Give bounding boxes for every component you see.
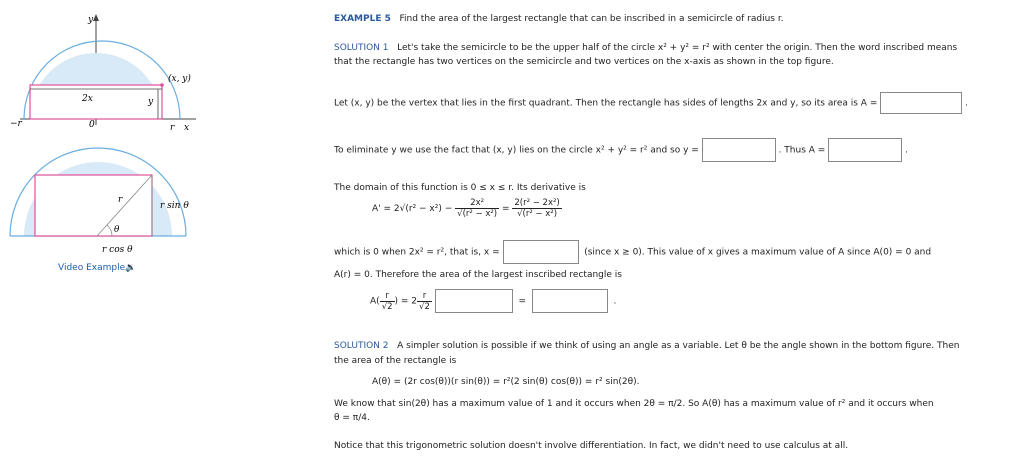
sol2-text1: A simpler solution is possible if we think of using an angle as a variable. Let θ be the angle shown in the bottom figure. Then (397, 341, 960, 351)
zero-line (334, 240, 931, 264)
ar-text: A(r) = 0. Therefore the area of the largest inscribed rectangle is (334, 270, 622, 280)
sol2-formula: A(θ) = (2r cos(θ))(r sin(θ)) = r²(2 sin(θ) cos(θ)) = r² sin(2θ). (372, 377, 640, 387)
domain-text: The domain of this function is 0 ≤ x ≤ r. Its derivative is (334, 183, 586, 193)
a-lhs: A (370, 296, 377, 307)
bottom-figure (10, 148, 189, 255)
deriv-frac-2-den: √(r² − x²) (517, 209, 558, 219)
width-label: 2x (82, 94, 93, 104)
thus-text: . Thus A = (778, 145, 826, 156)
deriv-eq: = (501, 204, 510, 214)
zero-text: which is 0 when 2x² = r², that is, x = (334, 247, 500, 258)
elim-text: To eliminate y we use the fact that (x, y) lies on the circle x² + y² = r² and so y = (334, 145, 699, 156)
example-line (334, 14, 784, 24)
figures-svg (0, 0, 330, 270)
x-axis-label: x (184, 123, 190, 133)
solution-content (334, 0, 1022, 457)
sol2-line1 (334, 341, 960, 351)
vertex-point (160, 83, 164, 87)
inscribed-rectangle (30, 85, 162, 119)
sol1-label: SOLUTION 1 (334, 43, 389, 53)
r-label-2: r (118, 195, 123, 205)
rsin-label: r sin θ (160, 201, 189, 211)
let-text: Let (x, y) be the vertex that lies in the first quadrant. Then the rectangle has sides of lengths 2x and y, so its area is A = (334, 98, 878, 109)
elim-line: To eliminate y we use the fact that (x, y) lies on the circle x² + y² = r² and so y = . Thus A = . (334, 138, 908, 162)
speaker-icon: 🔉 (125, 263, 137, 273)
inscribed-rectangle-2 (35, 175, 152, 236)
area-input[interactable] (880, 92, 962, 114)
deriv-frac-1 (455, 198, 499, 219)
let-line: Let (x, y) be the vertex that lies in the first quadrant. Then the rectangle has sides of lengths 2x and y, so its area is A = . (334, 92, 968, 114)
a-frac-1-den: √2 (381, 301, 393, 312)
r-label: r (170, 123, 175, 133)
height-label: y (148, 97, 154, 107)
a-function-input[interactable] (828, 138, 902, 162)
a-frac-2-den: √2 (419, 301, 430, 312)
example-text: Find the area of the largest rectangle that can be inscribed in a semicircle of radius r. (399, 14, 784, 24)
max-area-input-2[interactable] (532, 289, 608, 313)
sol2-label: SOLUTION 2 (334, 341, 389, 351)
sol1-line1 (334, 43, 957, 53)
top-figure (10, 14, 196, 133)
deriv-frac-1-den: √(r² − x²) (457, 209, 498, 219)
neg-r-label: −r (10, 119, 22, 129)
figures-panel (0, 0, 330, 457)
know-text1: We know that sin(2θ) has a maximum value of 1 and it occurs when 2θ = π/2. So A(θ) has a maximum value of r² and it occurs when (334, 399, 934, 409)
video-example-label: Video Example (58, 263, 126, 273)
x-input[interactable] (503, 240, 579, 264)
deriv-lhs: A' = 2√(r² − x²) − (372, 204, 453, 214)
since-text: (since x ≥ 0). This value of x gives a maximum value of A since A(0) = 0 and (584, 247, 932, 258)
video-example-link[interactable] (58, 263, 136, 273)
a-frac-2-num: r (417, 291, 432, 302)
deriv-frac-1-num: 2x² (455, 198, 499, 209)
a-eq: = 2 (400, 296, 418, 307)
theta-label: θ (114, 225, 120, 235)
a-frac-2 (417, 291, 432, 312)
sol1-text1: Let's take the semicircle to be the upper half of the circle x² + y² = r² with center the origin. Then the word inscribed means (397, 43, 958, 53)
sol1-text2: that the rectangle has two vertices on the semicircle and two vertices on the x-axis as shown in the top figure. (334, 57, 834, 67)
y-axis-arrow (93, 14, 99, 21)
period: . (613, 296, 617, 307)
eq2: = (518, 296, 527, 307)
max-area-line: A( $\frac{r}{√2}$ ) = 2 $\frac{r}{√2}$ = . (370, 290, 617, 312)
deriv-frac-2 (512, 198, 561, 219)
sol2-text2: the area of the rectangle is (334, 356, 457, 366)
example-label: EXAMPLE 5 (334, 14, 391, 24)
a-frac-1-num: r (380, 291, 395, 302)
y-axis-label: y (88, 15, 94, 25)
max-area-input-1[interactable] (435, 289, 513, 313)
a-frac-1 (380, 291, 395, 312)
know-text2: θ = π/4. (334, 413, 370, 423)
point-label: (x, y) (168, 74, 191, 84)
deriv-frac-2-num: 2(r² − 2x²) (514, 198, 560, 208)
rcos-label: r cos θ (102, 245, 133, 255)
origin-label: 0 (89, 120, 95, 130)
derivative-line (372, 198, 562, 219)
notice-text: Notice that this trigonometric solution doesn't involve differentiation. In fact, we didn't need to use calculus at all. (334, 441, 849, 451)
y-input[interactable] (702, 138, 776, 162)
